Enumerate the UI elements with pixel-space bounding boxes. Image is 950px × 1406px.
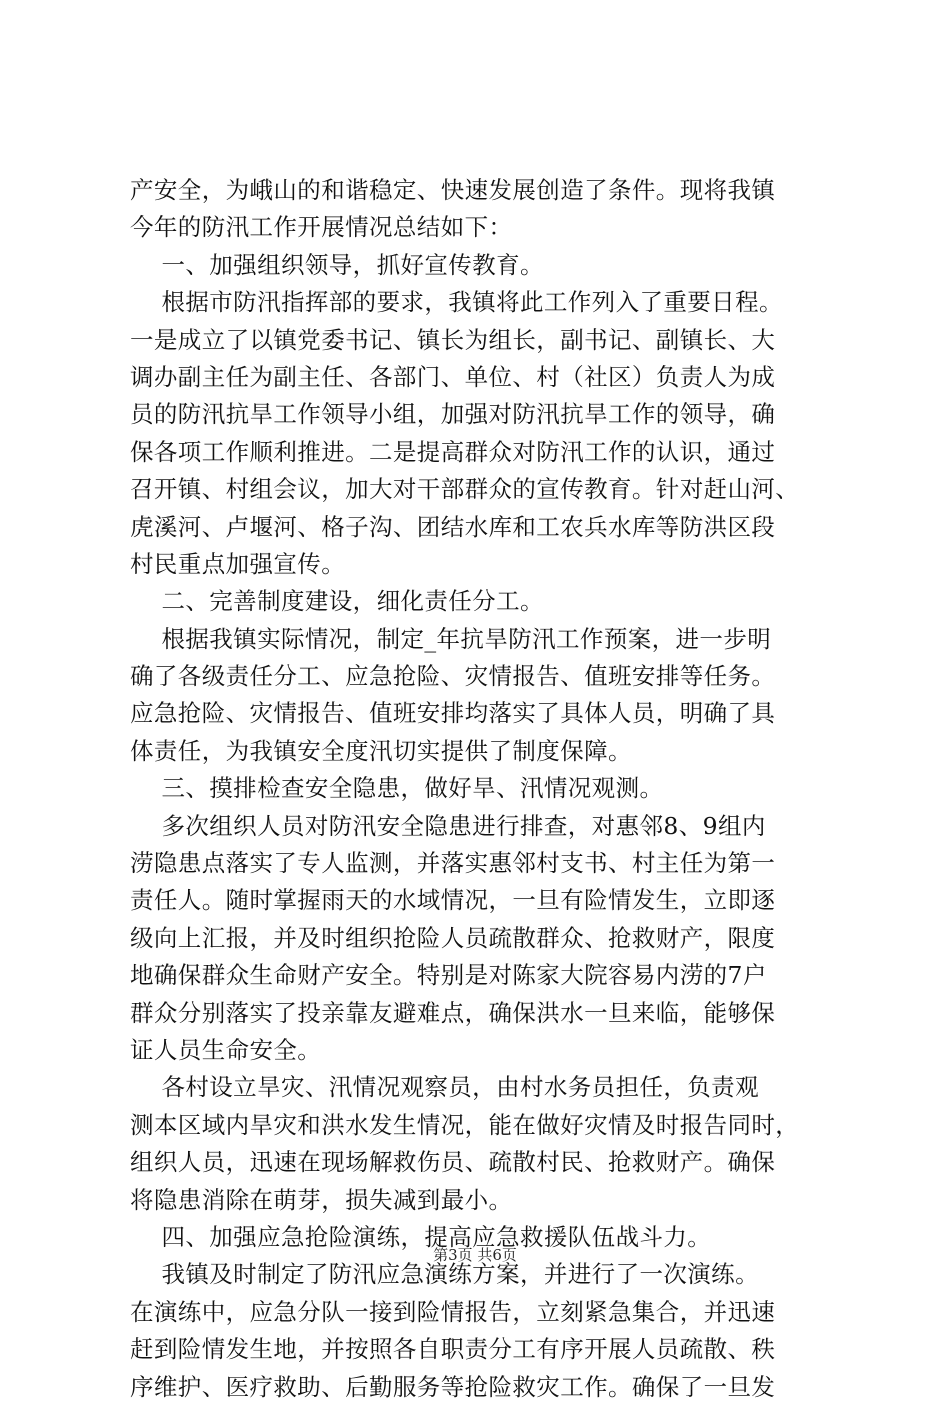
text-line: 虎溪河、卢堰河、格子沟、团结水库和工农兵水库等防洪区段 [130, 512, 776, 541]
text-line: 体责任，为我镇安全度汛切实提供了制度保障。 [130, 736, 632, 765]
text-line: 地确保群众生命财产安全。特别是对陈家大院容易内涝的7户 [130, 961, 767, 990]
text-line: 员的防汛抗旱工作领导小组，加强对防汛抗旱工作的领导，确 [130, 400, 776, 429]
text-line: 各村设立旱灾、汛情况观察员，由村水务员担任，负责观 [130, 1073, 759, 1102]
text-line: 调办副主任为副主任、各部门、单位、村（社区）负责人为成 [130, 362, 776, 391]
text-line: 在演练中，应急分队一接到险情报告，立刻紧急集合，并迅速 [130, 1297, 776, 1326]
text-line: 确了各级责任分工、应急抢险、灾情报告、值班安排等任务。 [130, 662, 776, 691]
text-line: 今年的防汛工作开展情况总结如下： [130, 213, 513, 242]
page-footer: 第3页 共6页 [433, 1246, 517, 1264]
text-line: 三、摸排检查安全隐患，做好旱、汛情况观测。 [130, 774, 664, 803]
text-line: 赶到险情发生地，并按照各自职责分工有序开展人员疏散、秩 [130, 1335, 776, 1364]
text-line: 四、加强应急抢险演练，提高应急救援队伍战斗力。 [130, 1222, 712, 1251]
text-line: 根据市防汛指挥部的要求，我镇将此工作列入了重要日程。 [130, 288, 783, 317]
text-line: 根据我镇实际情况，制定_年抗旱防汛工作预案，进一步明 [130, 624, 772, 653]
text-line: 多次组织人员对防汛安全隐患进行排查，对惠邻8、9组内 [130, 811, 766, 840]
text-line: 群众分别落实了投亲靠友避难点，确保洪水一旦来临，能够保 [130, 998, 776, 1027]
text-line: 一、加强组织领导，抓好宣传教育。 [130, 250, 544, 279]
text-line: 应急抢险、灾情报告、值班安排均落实了具体人员，明确了具 [130, 699, 776, 728]
text-line: 组织人员，迅速在现场解救伤员、疏散村民、抢救财产。确保 [130, 1148, 776, 1177]
text-line: 保各项工作顺利推进。二是提高群众对防汛工作的认识，通过 [130, 437, 776, 466]
text-line: 测本区域内旱灾和洪水发生情况，能在做好灾情及时报告同时， [130, 1110, 800, 1139]
text-line: 涝隐患点落实了专人监测，并落实惠邻村支书、村主任为第一 [130, 849, 776, 878]
text-line: 一是成立了以镇党委书记、镇长为组长，副书记、副镇长、大 [130, 325, 776, 354]
text-line: 证人员生命安全。 [130, 1035, 322, 1064]
text-line: 二、完善制度建设，细化责任分工。 [130, 587, 544, 616]
text-line: 责任人。随时掌握雨天的水域情况，一旦有险情发生，立即逐 [130, 886, 776, 915]
text-line: 村民重点加强宣传。 [130, 549, 346, 578]
text-line: 序维护、医疗救助、后勤服务等抢险救灾工作。确保了一旦发 [130, 1372, 776, 1401]
document-body [130, 172, 846, 1406]
text-line: 我镇及时制定了防汛应急演练方案，并进行了一次演练。 [130, 1260, 759, 1289]
text-line: 级向上汇报，并及时组织抢险人员疏散群众、抢救财产，限度 [130, 923, 776, 952]
text-line: 产安全，为峨山的和谐稳定、快速发展创造了条件。现将我镇 [130, 176, 776, 204]
text-line: 将隐患消除在萌芽，损失减到最小。 [130, 1185, 513, 1214]
text-line: 召开镇、村组会议，加大对干部群众的宣传教育。针对赶山河、 [130, 475, 800, 504]
